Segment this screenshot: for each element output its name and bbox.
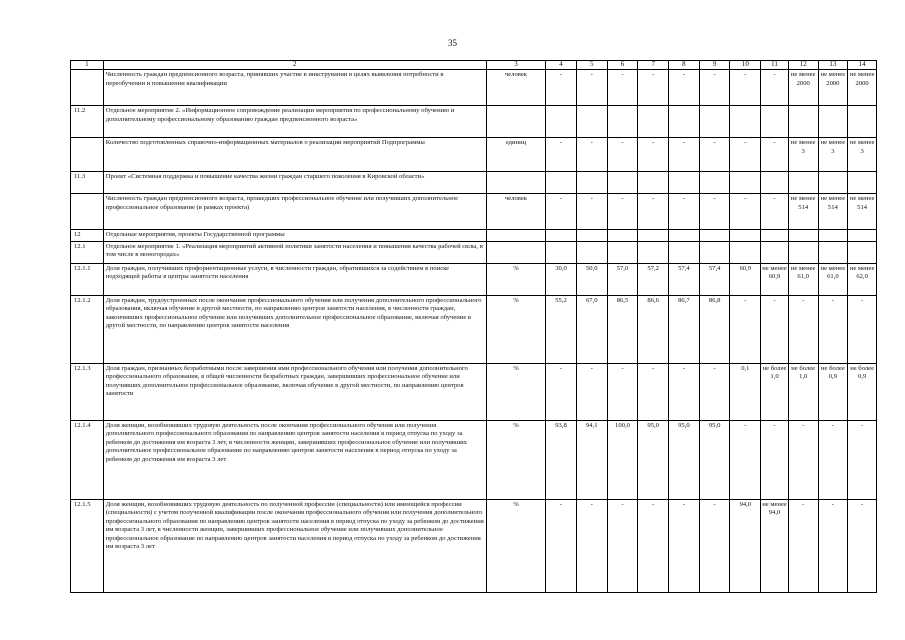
- row-unit: %: [486, 499, 545, 592]
- row-value: 95,0: [638, 420, 669, 499]
- row-value: [699, 241, 730, 263]
- row-description: Доля граждан, получивших профориентационные услуги, в численности граждан, обратившихся за содействием в поиске подходящей работы в центры занятости населения: [103, 263, 486, 295]
- row-value: [730, 106, 761, 138]
- row-description: Доля женщин, возобновивших трудовую деятельность после окончания профессионального обучения или получения дополнительного профессионального образования по направлению центров занятости населения в период отпуска по уходу за ребенком до достижения им возраста 3 лет, в численности женщин, завершивших профессиональное обучение или получивших дополнительное профессиональное образование по направлению центров занятости населения в период отпуска по уходу за ребенком до достижения им возраста 3 лет: [103, 420, 486, 499]
- row-number: 11.3: [71, 172, 104, 194]
- table-row: [71, 138, 877, 172]
- row-value: -: [607, 194, 638, 230]
- row-value: [818, 106, 848, 138]
- column-number: 10: [730, 61, 761, 70]
- row-value: -: [669, 138, 700, 172]
- row-value: -: [761, 194, 789, 230]
- table-row: [71, 499, 877, 592]
- row-number: [71, 138, 104, 172]
- row-value: 86,8: [699, 295, 730, 363]
- row-value: [669, 230, 700, 242]
- page-number: 35: [448, 38, 457, 48]
- row-value: -: [848, 420, 877, 499]
- row-unit: %: [486, 263, 545, 295]
- row-value: -: [638, 194, 669, 230]
- row-value: [699, 172, 730, 194]
- row-value: -: [638, 363, 669, 420]
- row-value: [699, 230, 730, 242]
- row-value: -: [730, 194, 761, 230]
- row-unit: [486, 106, 545, 138]
- row-description: Отдельное мероприятие 1. «Реализация мероприятий активной политики занятости населения и повышения качества рабочей силы, в том числе в моногородах»: [103, 241, 486, 263]
- row-value: [818, 230, 848, 242]
- row-value: -: [730, 138, 761, 172]
- row-value: -: [788, 420, 818, 499]
- row-description: Отдельное мероприятие 2. «Информационное сопровождение реализации мероприятия по профессиональному обучению и дополнительному профессиональному образованию граждан предпенсионного возраста»: [103, 106, 486, 138]
- row-value: -: [576, 363, 607, 420]
- column-number: 13: [818, 61, 848, 70]
- row-value: [607, 241, 638, 263]
- row-value: -: [576, 499, 607, 592]
- column-number: 11: [761, 61, 789, 70]
- column-number: 4: [546, 61, 577, 70]
- row-value: [788, 230, 818, 242]
- row-value: -: [699, 70, 730, 106]
- column-number-row: [71, 61, 877, 70]
- row-value: -: [848, 499, 877, 592]
- row-value: [730, 172, 761, 194]
- row-value: 94,0: [730, 499, 761, 592]
- row-value: не более 1,0: [761, 363, 789, 420]
- row-value: -: [761, 295, 789, 363]
- row-value: 86,5: [607, 295, 638, 363]
- table-row: [71, 263, 877, 295]
- row-value: не менее 3: [788, 138, 818, 172]
- row-value: [638, 241, 669, 263]
- row-unit: [486, 241, 545, 263]
- row-value: не менее 3: [848, 138, 877, 172]
- row-value: -: [576, 138, 607, 172]
- row-value: [546, 172, 577, 194]
- row-value: 57,4: [669, 263, 700, 295]
- row-value: -: [576, 70, 607, 106]
- row-value: не более 0,9: [848, 363, 877, 420]
- row-value: -: [669, 70, 700, 106]
- row-value: [761, 230, 789, 242]
- row-number: 12.1.5: [71, 499, 104, 592]
- row-value: 50,0: [576, 263, 607, 295]
- row-value: -: [699, 138, 730, 172]
- row-value: -: [699, 499, 730, 592]
- row-value: не менее 514: [788, 194, 818, 230]
- row-value: [818, 172, 848, 194]
- row-description: Численность граждан предпенсионного возраста, прошедших профессиональное обучение или получивших дополнительное профессиональное образование (в рамках проекта): [103, 194, 486, 230]
- row-unit: %: [486, 295, 545, 363]
- row-value: 67,0: [576, 295, 607, 363]
- row-value: [546, 241, 577, 263]
- row-value: -: [638, 138, 669, 172]
- row-value: -: [546, 138, 577, 172]
- row-description: Количество подготовленных справочно-информационных материалов о реализации мероприятий Подпрограммы: [103, 138, 486, 172]
- row-value: 95,0: [669, 420, 700, 499]
- column-number: 2: [103, 61, 486, 70]
- row-unit: человек: [486, 194, 545, 230]
- row-value: [761, 241, 789, 263]
- row-value: [607, 106, 638, 138]
- column-number: 1: [71, 61, 104, 70]
- row-value: 95,0: [699, 420, 730, 499]
- row-value: [546, 106, 577, 138]
- row-value: -: [546, 194, 577, 230]
- row-value: 100,0: [607, 420, 638, 499]
- row-description: Доля граждан, трудоустроенных после окончания профессионального обучения или получения дополнительного профессионального образования, включая обучение в другой местности, по направлению центров занятости населения, в численности граждан, закончивших профессиональное обучение или получивших дополнительное профессиональное образование, включая обучение в другой местности, по направлению центров занятости населения: [103, 295, 486, 363]
- table-row: [71, 363, 877, 420]
- row-unit: [486, 230, 545, 242]
- row-value: [576, 230, 607, 242]
- row-value: [761, 106, 789, 138]
- row-value: -: [818, 295, 848, 363]
- row-value: -: [788, 499, 818, 592]
- table-row: [71, 172, 877, 194]
- row-value: -: [607, 138, 638, 172]
- row-value: -: [638, 499, 669, 592]
- row-value: -: [730, 420, 761, 499]
- row-value: -: [848, 295, 877, 363]
- row-value: -: [546, 499, 577, 592]
- table-row: [71, 194, 877, 230]
- row-value: не менее 3: [818, 138, 848, 172]
- row-number: 12: [71, 230, 104, 242]
- row-value: [730, 241, 761, 263]
- row-description: Отдельные мероприятия, проекты Государственной программы: [103, 230, 486, 242]
- row-value: -: [761, 70, 789, 106]
- row-value: [761, 172, 789, 194]
- row-description: Доля женщин, возобновивших трудовую деятельность по полученной профессии (специальности) или имеющейся профессии (специальности) с учетом полученной квалификации после окончания профессионального обучения или получения дополнительного профессионального образования по направлению центров занятости населения в период отпуска по уходу за ребенком до достижения им возраста 3 лет, в численности женщин, завершивших профессиональное обучение или получивших дополнительное профессиональное образование по направлению центров занятости населения в период отпуска по уходу за ребенком до достижения им возраста 3 лет: [103, 499, 486, 592]
- table-row: [71, 420, 877, 499]
- row-value: -: [818, 499, 848, 592]
- row-number: 12.1.4: [71, 420, 104, 499]
- row-value: 94,1: [576, 420, 607, 499]
- row-value: не более 1,0: [788, 363, 818, 420]
- row-number: 12.1.2: [71, 295, 104, 363]
- column-number: 5: [576, 61, 607, 70]
- row-unit: %: [486, 420, 545, 499]
- row-value: не менее 61,0: [818, 263, 848, 295]
- column-number: 8: [669, 61, 700, 70]
- row-description: Доля граждан, признанных безработными после завершения ими профессионального обучения или получения дополнительного профессионального образования, в общей численности безработных граждан, завершивших профессиональное обучение или получивших дополнительное профессиональное образование, включая обучение в другой местности, по направлению центров занятости: [103, 363, 486, 420]
- row-value: не менее 514: [848, 194, 877, 230]
- row-value: -: [576, 194, 607, 230]
- row-value: -: [761, 420, 789, 499]
- row-value: 57,4: [699, 263, 730, 295]
- row-value: [576, 241, 607, 263]
- row-number: 12.1: [71, 241, 104, 263]
- row-number: 12.1.3: [71, 363, 104, 420]
- row-description: Проект «Системная поддержка и повышение качества жизни граждан старшего поколения в Кировской области»: [103, 172, 486, 194]
- row-value: -: [607, 363, 638, 420]
- row-value: не менее 60,9: [761, 263, 789, 295]
- row-value: -: [761, 138, 789, 172]
- row-value: не менее 514: [818, 194, 848, 230]
- row-value: не менее 2000: [818, 70, 848, 106]
- row-value: не менее 2000: [788, 70, 818, 106]
- row-value: -: [818, 420, 848, 499]
- row-value: -: [546, 70, 577, 106]
- row-value: не менее 62,0: [848, 263, 877, 295]
- row-value: [848, 172, 877, 194]
- row-value: -: [669, 499, 700, 592]
- row-value: -: [788, 295, 818, 363]
- row-unit: единиц: [486, 138, 545, 172]
- table-row: [71, 230, 877, 242]
- row-value: [546, 230, 577, 242]
- row-value: 60,9: [730, 263, 761, 295]
- row-value: [788, 172, 818, 194]
- row-value: [576, 172, 607, 194]
- row-value: 86,6: [638, 295, 669, 363]
- row-value: -: [546, 363, 577, 420]
- row-value: 0,1: [730, 363, 761, 420]
- row-value: [818, 241, 848, 263]
- row-unit: %: [486, 363, 545, 420]
- column-number: 14: [848, 61, 877, 70]
- table-row: [71, 295, 877, 363]
- row-value: [848, 106, 877, 138]
- row-value: [669, 241, 700, 263]
- row-value: -: [699, 363, 730, 420]
- row-value: [848, 241, 877, 263]
- row-value: -: [669, 194, 700, 230]
- column-number: 3: [486, 61, 545, 70]
- row-number: [71, 194, 104, 230]
- row-value: [788, 106, 818, 138]
- row-value: -: [730, 295, 761, 363]
- row-value: [576, 106, 607, 138]
- row-value: -: [607, 499, 638, 592]
- row-value: -: [607, 70, 638, 106]
- row-value: -: [730, 70, 761, 106]
- row-value: [699, 106, 730, 138]
- row-value: 86,7: [669, 295, 700, 363]
- row-value: -: [669, 363, 700, 420]
- row-value: [788, 241, 818, 263]
- table-row: [71, 70, 877, 106]
- row-number: [71, 70, 104, 106]
- row-value: 55,2: [546, 295, 577, 363]
- row-value: [669, 172, 700, 194]
- row-number: 12.1.1: [71, 263, 104, 295]
- row-value: -: [638, 70, 669, 106]
- row-unit: [486, 172, 545, 194]
- row-value: не менее 94,0: [761, 499, 789, 592]
- table-row: [71, 241, 877, 263]
- table-row: [71, 106, 877, 138]
- column-number: 9: [699, 61, 730, 70]
- row-number: 11.2: [71, 106, 104, 138]
- row-value: [730, 230, 761, 242]
- column-number: 6: [607, 61, 638, 70]
- row-value: [638, 106, 669, 138]
- row-value: не менее 2000: [848, 70, 877, 106]
- row-value: [607, 172, 638, 194]
- row-value: не более 0,9: [818, 363, 848, 420]
- row-value: [669, 106, 700, 138]
- row-value: 30,0: [546, 263, 577, 295]
- row-value: 93,8: [546, 420, 577, 499]
- row-value: [638, 230, 669, 242]
- row-value: не менее 61,0: [788, 263, 818, 295]
- row-value: -: [699, 194, 730, 230]
- indicators-table: [70, 60, 877, 593]
- table-body: [71, 61, 877, 593]
- row-unit: человек: [486, 70, 545, 106]
- row-value: 57,2: [638, 263, 669, 295]
- row-description: Численность граждан предпенсионного возраста, принявших участие в инкструвании в целях выявления потребности в переобучении и повышении квалификации: [103, 70, 486, 106]
- row-value: 57,0: [607, 263, 638, 295]
- row-value: [607, 230, 638, 242]
- row-value: [638, 172, 669, 194]
- column-number: 7: [638, 61, 669, 70]
- column-number: 12: [788, 61, 818, 70]
- row-value: [848, 230, 877, 242]
